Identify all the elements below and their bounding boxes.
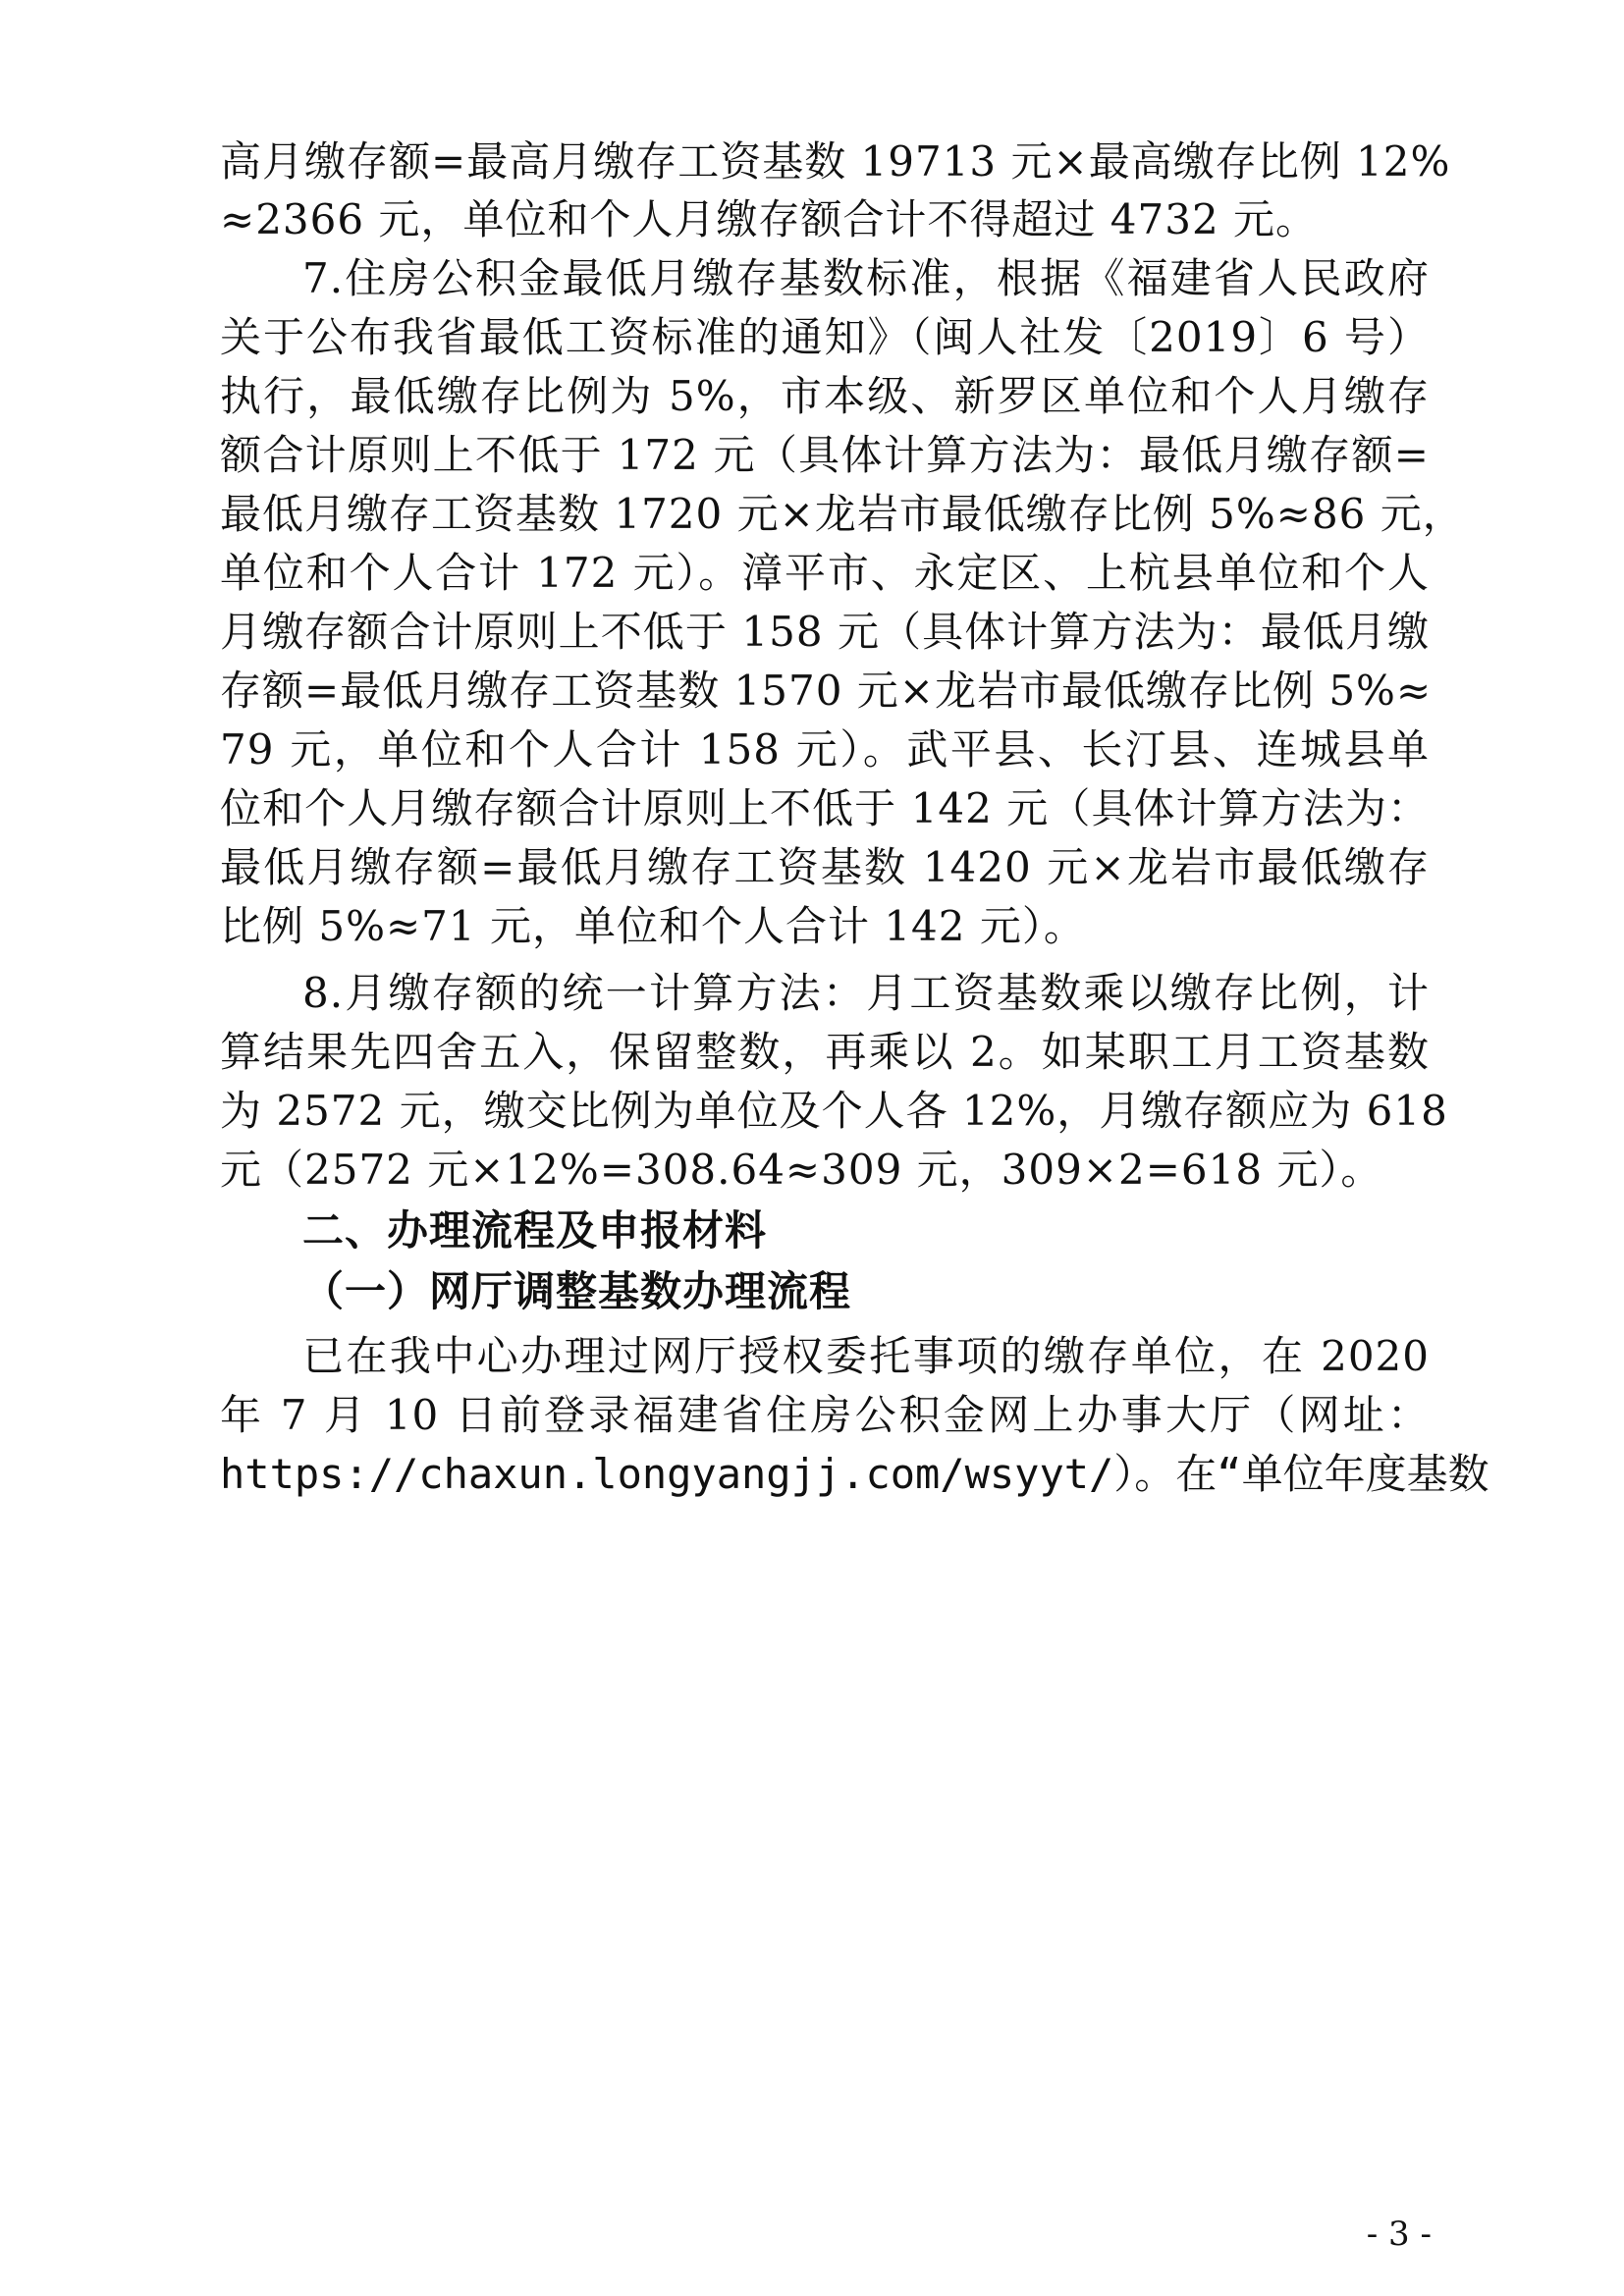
paragraph-line: 关于公布我省最低工资标准的通知》（闽人社发〔2019〕6 号） <box>220 313 1430 361</box>
paragraph-line: 79 元，单位和个人合计 158 元）。武平县、长汀县、连城县单 <box>220 725 1430 774</box>
paragraph-line: 元（2572 元×12%=308.64≈309 元，309×2=618 元）。 <box>220 1146 1383 1194</box>
paragraph-line: 位和个人月缴存额合计原则上不低于 142 元（具体计算方法为： <box>220 784 1430 832</box>
paragraph-line: 年 7 月 10 日前登录福建省住房公积金网上办事大厅（网址： <box>220 1391 1430 1439</box>
paragraph-line: ≈2366 元，单位和个人月缴存额合计不得超过 4732 元。 <box>220 195 1319 243</box>
paragraph-line: 高月缴存额=最高月缴存工资基数 19713 元×最高缴存比例 12% <box>220 137 1451 186</box>
paragraph-line: https://chaxun.longyangjj.com/wsyyt/）。在“单位年度基数 <box>220 1450 1489 1498</box>
paragraph-line: 存额=最低月缴存工资基数 1570 元×龙岩市最低缴存比例 5%≈ <box>220 667 1433 715</box>
paragraph-line: 单位和个人合计 172 元）。漳平市、永定区、上杭县单位和个人 <box>220 549 1430 597</box>
paragraph-line: 已在我中心办理过网厅授权委托事项的缴存单位，在 2020 <box>302 1332 1430 1380</box>
paragraph-line: 执行，最低缴存比例为 5%，市本级、新罗区单位和个人月缴存 <box>220 372 1430 420</box>
paragraph-line: 额合计原则上不低于 172 元（具体计算方法为：最低月缴存额= <box>220 431 1430 479</box>
paragraph-line: 月缴存额合计原则上不低于 158 元（具体计算方法为：最低月缴 <box>220 608 1430 656</box>
paragraph-line: 7.住房公积金最低月缴存基数标准，根据《福建省人民政府 <box>302 254 1430 302</box>
page-number: - 3 - <box>1366 2215 1432 2254</box>
paragraph-line: 最低月缴存工资基数 1720 元×龙岩市最低缴存比例 5%≈86 元， <box>220 490 1465 538</box>
section-heading: 二、办理流程及申报材料 <box>302 1206 768 1255</box>
paragraph-line: 8.月缴存额的统一计算方法：月工资基数乘以缴存比例，计 <box>302 969 1430 1017</box>
subsection-heading: （一）网厅调整基数办理流程 <box>302 1267 852 1315</box>
paragraph-line: 比例 5%≈71 元，单位和个人合计 142 元）。 <box>220 902 1086 950</box>
paragraph-line: 为 2572 元，缴交比例为单位及个人各 12%，月缴存额应为 618 <box>220 1087 1448 1135</box>
paragraph-line: 算结果先四舍五入，保留整数，再乘以 2。如某职工月工资基数 <box>220 1028 1430 1076</box>
paragraph-line: 最低月缴存额=最低月缴存工资基数 1420 元×龙岩市最低缴存 <box>220 843 1430 891</box>
